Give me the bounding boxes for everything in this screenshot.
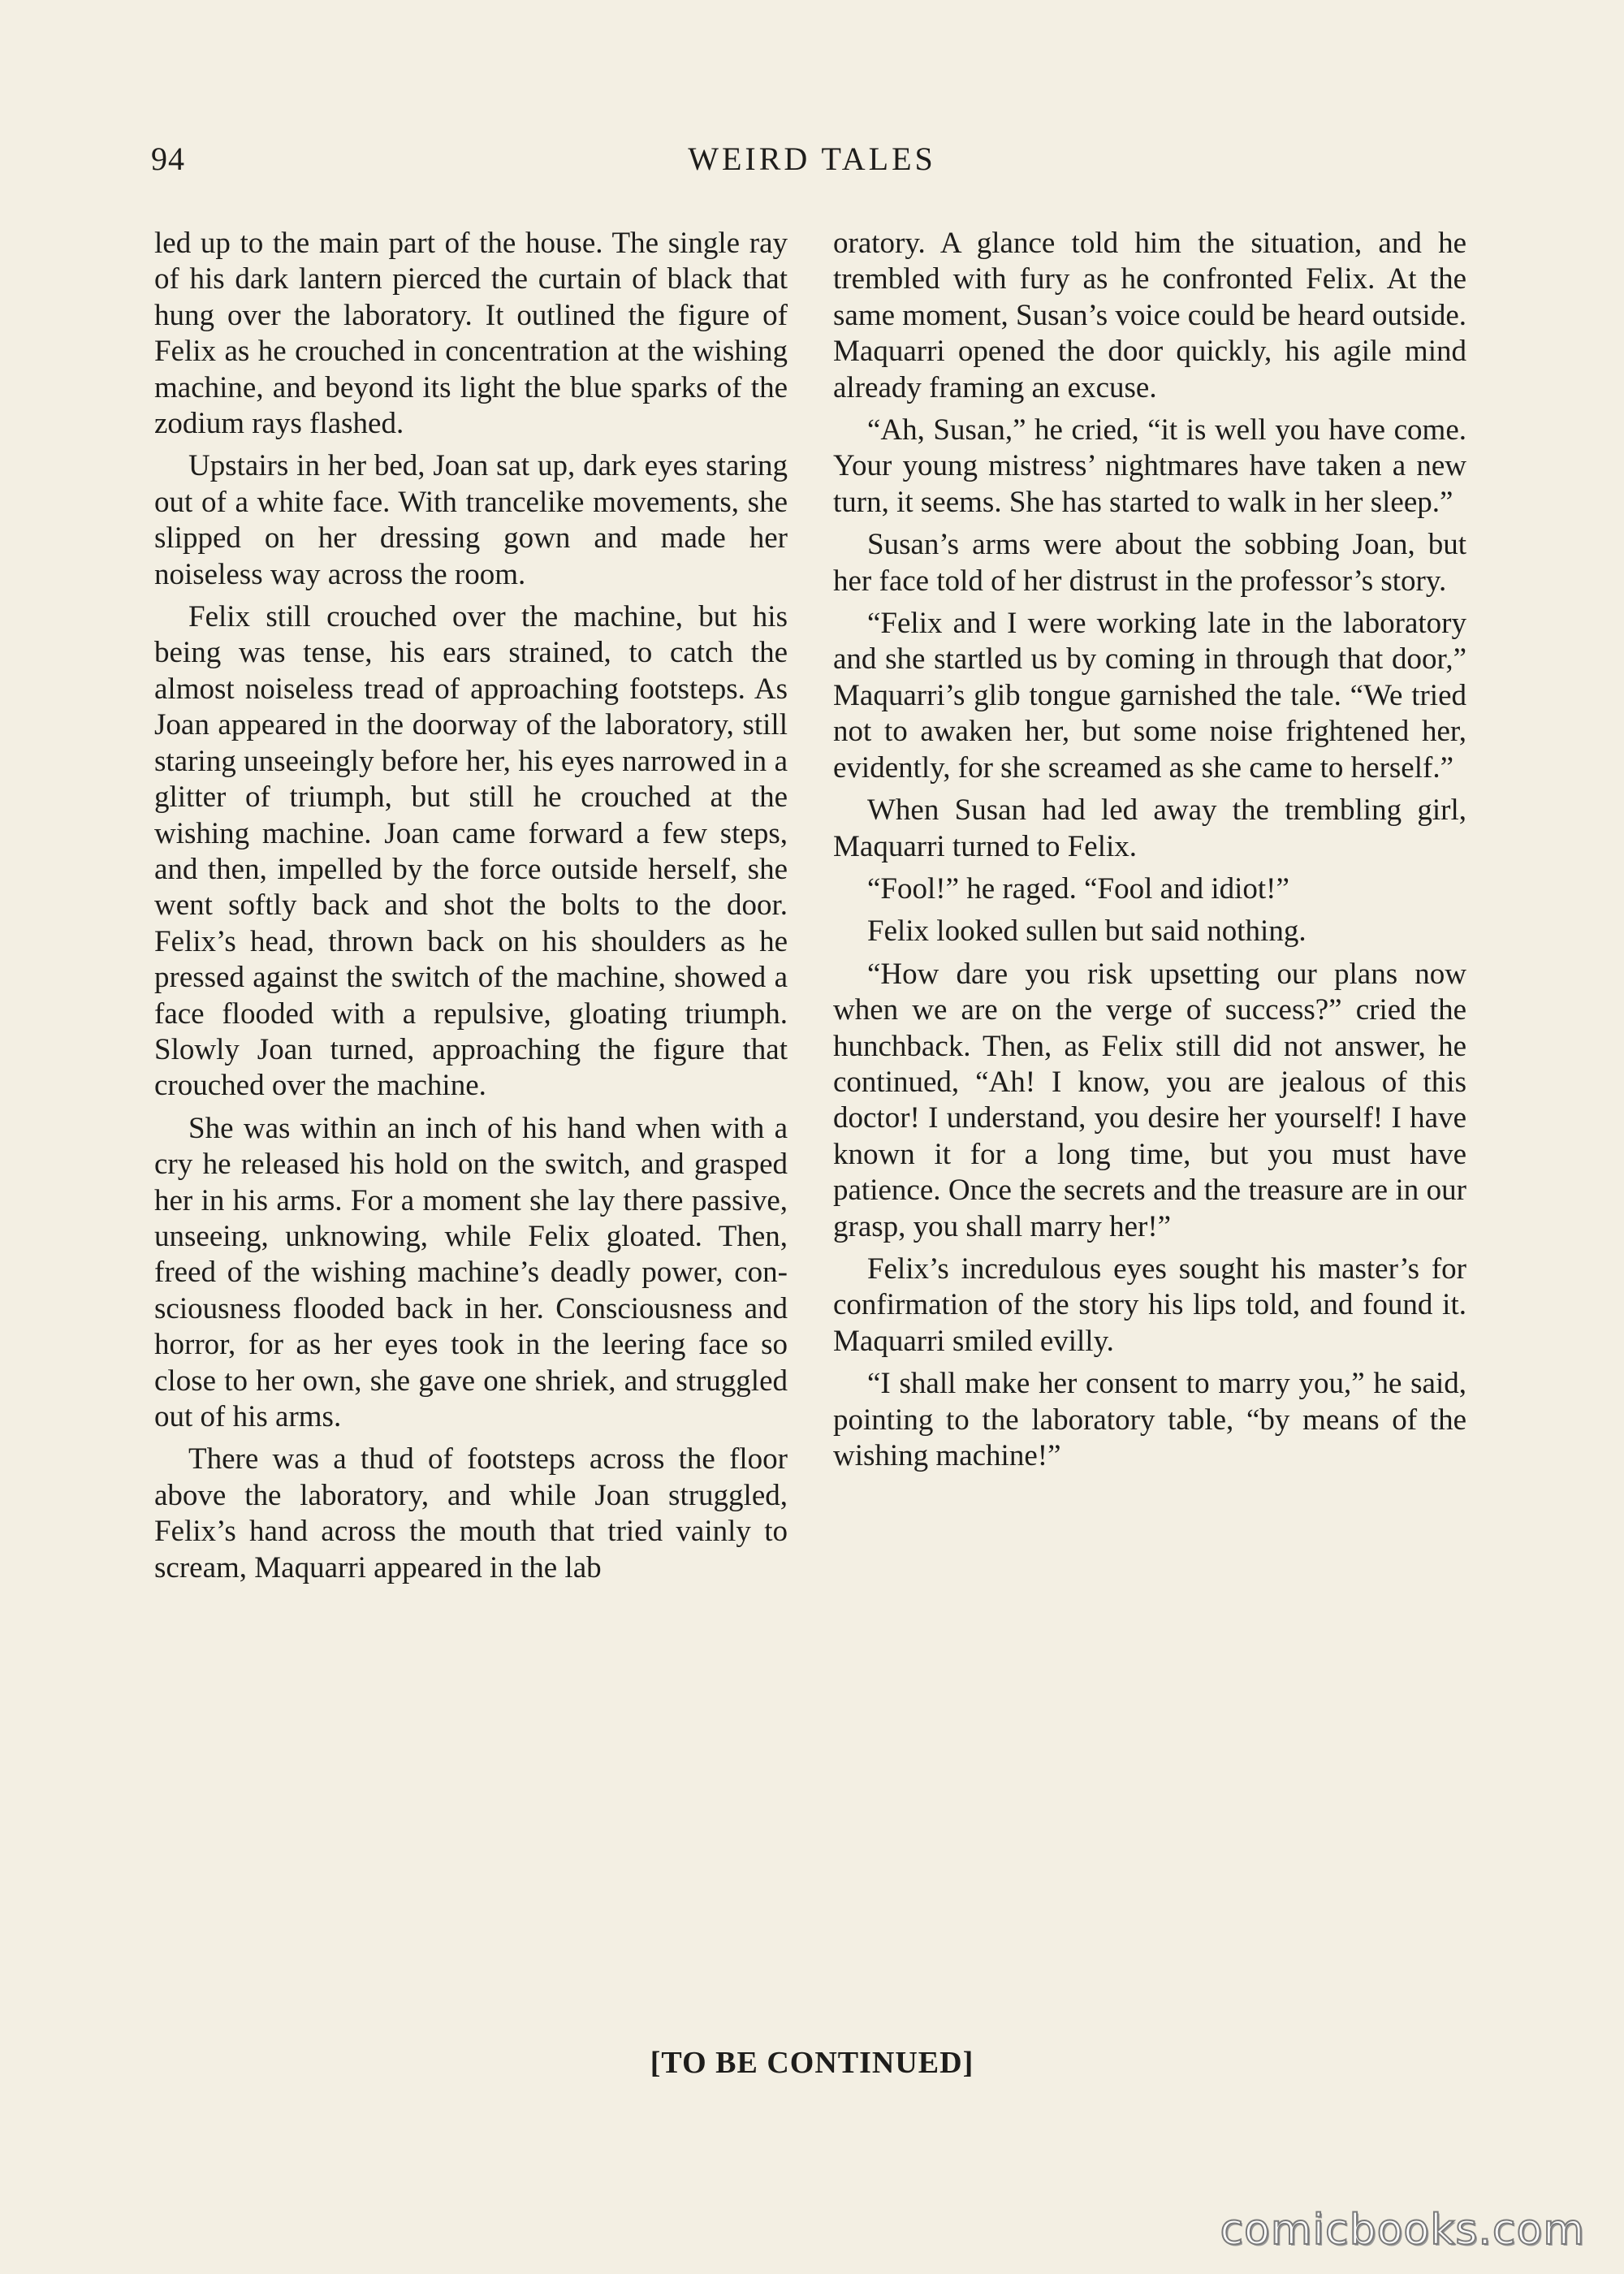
paragraph: Upstairs in her bed, Joan sat up, dark eyes staring out of a white face. With trancelike movements, she slipped on her dressing gown and made her noiseless way across the room. — [154, 449, 788, 591]
paragraph: When Susan had led away the trembling girl, Maquarri turned to Felix. — [833, 793, 1466, 863]
paragraph: Felix looked sullen but said nothing. — [867, 914, 1307, 949]
paragraph: “I shall make her consent to marry you,” he said, pointing to the laboratory table, “by means of the wishing machine!” — [833, 1367, 1466, 1472]
paragraph: Felix’s incredulous eyes sought his master’s for confirmation of the story his lips told, and found it. Maquarri smiled evilly. — [833, 1252, 1466, 1358]
paragraph: “Fool!” he raged. “Fool and idiot!” — [867, 871, 1289, 906]
paragraph: “Felix and I were working late in the laboratory and she startled us by coming in through that door,” Maquarri’s glib tongue garnished the tale. “We tried not to awaken her, but some noise frightened her, evidently, for she screamed as she came to herself.” — [833, 607, 1466, 785]
page-number: 94 — [151, 141, 185, 177]
paragraph: There was a thud of footsteps across the floor above the laboratory, and while Joan struggled, Felix’s hand across the mouth that tried vainly to scream, Maquarri appeared in the lab — [154, 1442, 788, 1584]
paragraph: led up to the main part of the house. The single ray of his dark lantern pierced the curtain of black that hung over the laboratory. It outlined the figure of Felix as he crouched in concentration at the wishing machine, and beyond its light the blue sparks of the zodium rays flashed. — [154, 227, 788, 441]
paragraph: “How dare you risk upsetting our plans now when we are on the verge of success?” cried the hunchback. Then, as Felix still did not answer, he continued, “Ah! I know, you are jealous of this doctor! I understand, you desire her yourself! I have known it for a long time, but you must have patience. Once the secrets and the treasure are in our grasp, you shall marry her!” — [833, 957, 1466, 1243]
running-title: WEIRD TALES — [688, 141, 936, 177]
paragraph: Susan’s arms were about the sobbing Joan, but her face told of her distrust in the professor’s story. — [833, 528, 1466, 598]
watermark-logo: comicbooks.com — [1220, 2206, 1585, 2255]
paragraph: “Ah, Susan,” he cried, “it is well you have come. Your young mistress’ nightmares have taken a new turn, it seems. She has started to walk in her sleep.” — [833, 413, 1466, 519]
paragraph: She was within an inch of his hand when with a cry he released his hold on the switch, and grasped her in his arms. For a moment she lay there passive, unseeing, unknowing, while Felix gloated. Then, freed of the wishing machine’s deadly power, consciousness flooded back in her. Consciousness and horror, for as her eyes took in the leering face so close to her own, she gave one shriek, and struggled out of his arms. — [154, 1111, 788, 1433]
to-be-continued-note: [TO BE CONTINUED] — [650, 2046, 974, 2080]
right-column — [833, 226, 1466, 1481]
left-column — [154, 226, 788, 1593]
paragraph: oratory. A glance told him the situation, and he trembled with fury as he confronted Felix. At the same moment, Susan’s voice could be heard outside. Maquarri opened the door quickly, his agile mind already framing an excuse. — [833, 227, 1466, 404]
paragraph: Felix still crouched over the machine, but his being was tense, his ears strained, to catch the almost noiseless tread of approaching footsteps. As Joan appeared in the doorway of the laboratory, still staring unseeingly before her, his eyes narrowed in a glitter of triumph, but still he crouched at the wishing machine. Joan came forward a few steps, and then, impelled by the force outside herself, she went softly back and shot the bolts to the door. Felix’s head, thrown back on his shoulders as he pressed against the switch of the machine, showed a face flooded with a repulsive, gloating triumph. Slowly Joan turned, approaching the figure that crouched over the machine. — [154, 600, 788, 1103]
